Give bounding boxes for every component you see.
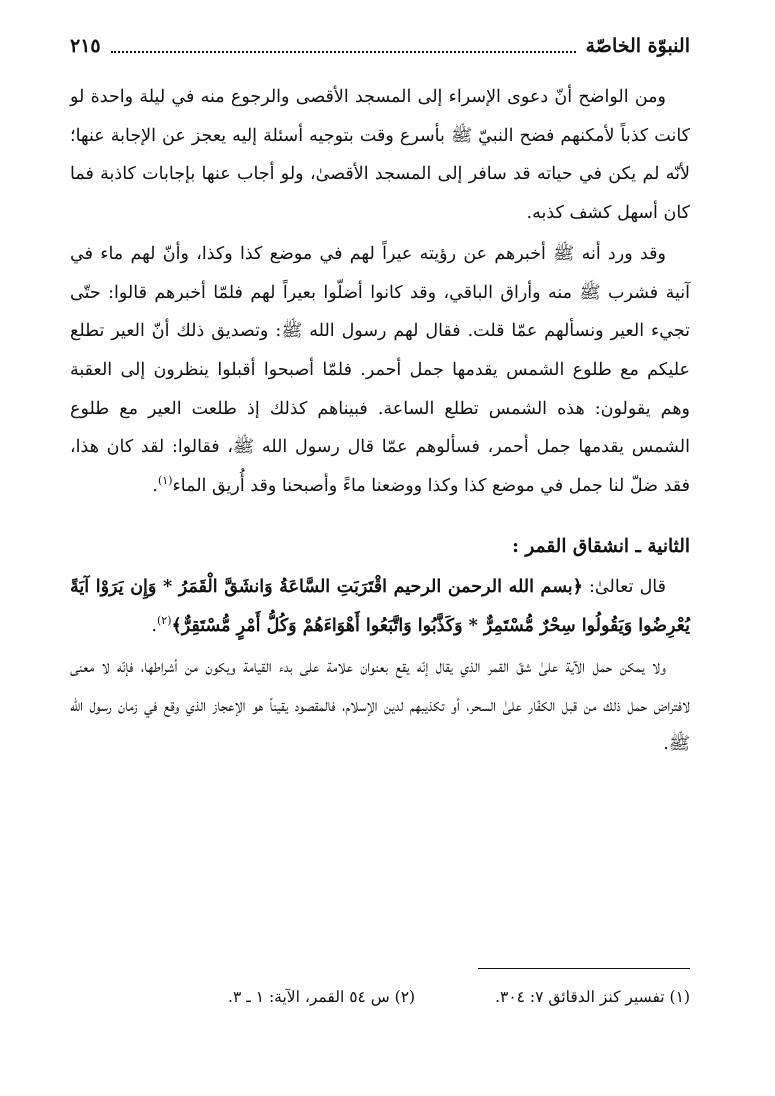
footnote-divider [478, 968, 690, 969]
paragraph-isra: ومن الواضح أنّ دعوى الإسراء إلى المسجد الأقصى والرجوع منه في ليلة واحدة لو كانت كذباً لأمكنهم فضح النبيّ ﷺ بأسرع وقت بتوجيه أسئلة إليه يعجز عن الإجابة عنها؛ لأنّه لم يكن في حياته قد سافر إلى المسجد الأقصىٰ، ولو أجاب عنها بإجابات كاذبة فما كان أسهل كشف كذبه. [70, 87, 690, 224]
footnotes [70, 988, 690, 1018]
footnote-ref-2: (٢) [156, 614, 172, 628]
running-header [70, 30, 690, 62]
main-text [70, 78, 690, 764]
header-leader-dots [111, 51, 576, 53]
section-title: الثانية ـ انشقاق القمر : [512, 535, 690, 557]
quran-verse: ﴿بسم الله الرحمن الرحيم اقْتَرَبَتِ السَّاعَةُ وَانشَقَّ الْقَمَرُ * وَإِن يَرَوْا آيَةً يُعْرِضُوا وَيَقُولُوا سِحْرٌ مُّسْتَمِرٌّ * وَكَذَّبُوا وَاتَّبَعُوا أَهْوَاءَهُمْ وَكُلُّ أَمْرٍ مُّسْتَقِرٌّ﴾ [70, 577, 690, 637]
header-title: النبوّة الخاصّة [585, 35, 690, 57]
paragraph-caravan: وقد ورد أنه ﷺ أخبرهم عن رؤيته عيراً لهم في موضع كذا وكذا، وأنّ لهم ماء في آنية فشرب ﷺ منه وأراق الباقي، وقد كانوا أضلّوا بعيراً لهم فلمّا أخبرهم قالوا: حتّى تجيء العير ونسألهم عمّا قلت. فقال لهم رسول الله ﷺ: وتصديق ذلك أنّ العير تطلع عليكم مع طلوع الشمس يقدمها جمل أحمر. فلمّا أصبحوا أقبلوا ينظرون إلى العقبة وهم يقولون: هذه الشمس تطلع الساعة. فبيناهم كذلك إذ طلعت العير مع طلوع الشمس يقدمها جمل أحمر، فسألوهم عمّا قال رسول الله ﷺ، فقالوا: لقد كان هذا، فقد ضلّ لنا جمل في موضع كذا وكذا ووضعنا ماءً وأصبحنا وقد أُريق الماء$^{(١)}$. [70, 243, 690, 497]
quran-intro: قال تعالىٰ: [582, 577, 666, 598]
footnote-ref-1: (١) [158, 474, 173, 488]
footnote-1: (١) تفسير كنز الدقائق ٧: ٣٠٤. [495, 988, 690, 1006]
footnote-2: (٢) س ٥٤ القمر، الآية: ١ ـ ٣. [228, 988, 416, 1006]
paragraph-caravan-text: وقد ورد أنه ﷺ أخبرهم عن رؤيته عيراً لهم في موضع كذا وكذا، وأنّ لهم ماء في آنية فشرب ﷺ منه وأراق الباقي، وقد كانوا أضلّوا بعيراً لهم فلمّا أخبرهم قالوا: حتّى تجيء العير ونسألهم عمّا قلت. فقال لهم رسول الله ﷺ: وتصديق ذلك أنّ العير تطلع عليكم مع طلوع الشمس يقدمها جمل أحمر. فلمّا أصبحوا أقبلوا ينظرون إلى العقبة وهم يقولون: هذه الشمس تطلع الساعة. فبيناهم كذلك إذ طلعت العير مع طلوع الشمس يقدمها جمل أحمر، فسألوهم عمّا قال رسول الله ﷺ، فقالوا: لقد كان هذا، فقد ضلّ لنا جمل في موضع كذا وكذا ووضعنا ماءً وأصبحنا وقد أُريق الماء [70, 243, 690, 497]
paragraph-quran: قال تعالىٰ: ﴿بسم الله الرحمن الرحيم اقْتَرَبَتِ السَّاعَةُ وَانشَقَّ الْقَمَرُ * وَإِن يَرَوْا آيَةً يُعْرِضُوا وَيَقُولُوا سِحْرٌ مُّسْتَمِرٌّ * وَكَذَّبُوا وَاتَّبَعُوا أَهْوَاءَهُمْ وَكُلُّ أَمْرٍ مُّسْتَقِرٌّ﴾$^{(٢)}$. [70, 577, 690, 637]
page-number: ٢١٥ [70, 35, 101, 57]
paragraph-closing: ولا يمكن حمل الآية علىٰ شقّ القمر الذي يقال إنّه يقع بعنوان علامة على بدء القيامة ويكون من أشراطها، فإنّه لا معنى لافتراض حمل ذلك من قبل الكفّار علىٰ السحر، أو تكذيبهم لدين الإسلام، فالمقصود يقيناً هو الإعجاز الذي وقع في زمان رسول الله ﷺ. [70, 656, 690, 755]
